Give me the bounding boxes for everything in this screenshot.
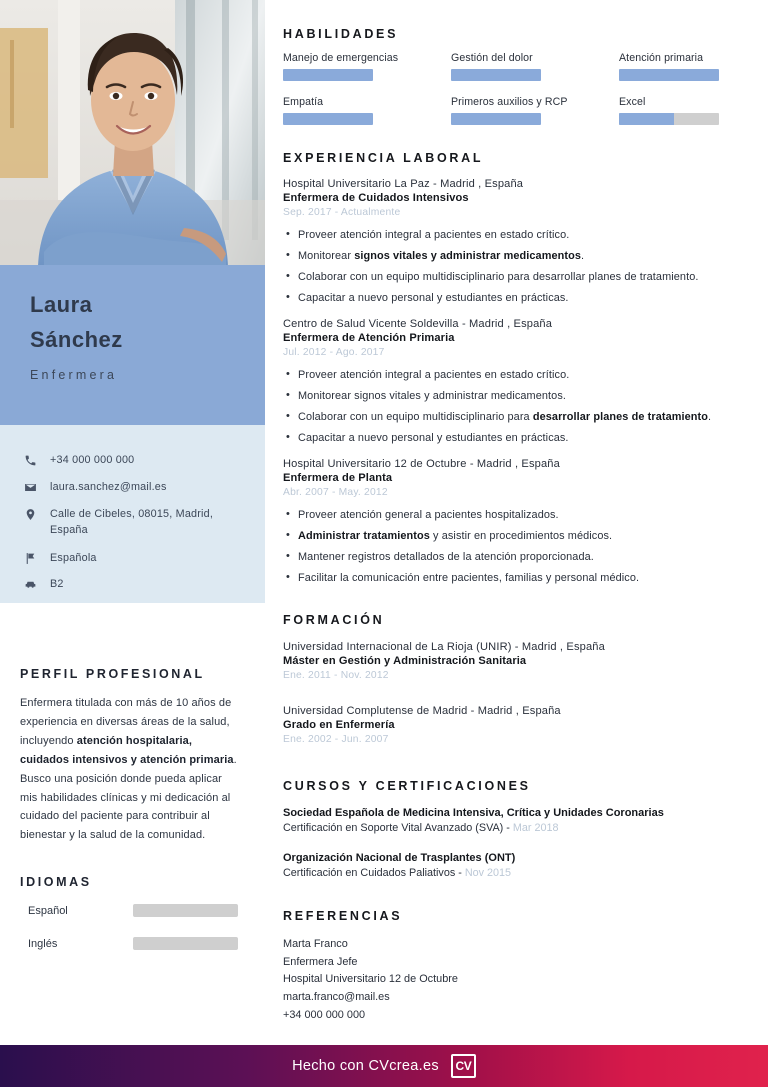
certification-organization: Sociedad Española de Medicina Intensiva, Crítica y Unidades Coronarias xyxy=(283,807,664,819)
name-card xyxy=(0,265,265,425)
entry-date: Jul. 2012 - Ago. 2017 xyxy=(283,347,385,358)
contact-item-email[interactable] xyxy=(24,480,252,496)
skill-label: Empatía xyxy=(283,96,324,108)
skill-label: Gestión del dolor xyxy=(451,52,533,64)
education-entry-1 xyxy=(283,705,753,745)
entry-date: Sep. 2017 - Actualmente xyxy=(283,207,401,218)
bullet-item xyxy=(283,267,753,288)
skill-item-3 xyxy=(283,96,438,125)
contact-license-value: B2 xyxy=(50,578,64,590)
entry-role: Enfermera de Cuidados Intensivos xyxy=(283,192,469,204)
contact-item-address[interactable] xyxy=(24,507,252,538)
experience-entry-2 xyxy=(283,458,753,589)
skill-level-track xyxy=(283,113,373,125)
bullet-text: Colaborar con un equipo multidisciplinario para desarrollar planes de tratamiento. xyxy=(298,271,699,284)
bullet-bold: Administrar tratamientos xyxy=(298,530,430,543)
certification-title: Certificación en Cuidados Paliativos - xyxy=(283,867,465,879)
job-title: Enfermera xyxy=(30,368,118,382)
skill-label: Manejo de emergencias xyxy=(283,52,399,64)
entry-date: Ene. 2002 - Jun. 2007 xyxy=(283,734,389,745)
entry-organization: Hospital Universitario 12 de Octubre - Madrid , España xyxy=(283,458,560,470)
language-level-track xyxy=(133,937,238,950)
skill-level-track xyxy=(283,69,373,81)
footer-banner xyxy=(0,1045,768,1087)
reference-phone: +34 000 000 000 xyxy=(283,1008,366,1021)
envelope-icon xyxy=(24,480,38,494)
education-entry-0 xyxy=(283,641,753,681)
bullet-post: . xyxy=(581,250,585,263)
skill-level-fill xyxy=(619,113,674,125)
bullet-item xyxy=(283,505,753,526)
bullet-item xyxy=(283,407,753,428)
experience-entry-0 xyxy=(283,178,753,309)
certifications-section-title: CURSOS Y CERTIFICACIONES xyxy=(283,779,531,793)
contact-item-nationality[interactable] xyxy=(24,551,252,567)
bullet-text: Mantener registros detallados de la atención proporcionada. xyxy=(298,551,594,564)
skill-level-track xyxy=(451,113,541,125)
main-column xyxy=(283,0,768,1045)
bullet-item xyxy=(283,365,753,386)
contact-email-value: laura.sanchez@mail.es xyxy=(50,481,167,493)
bullet-item xyxy=(283,568,753,589)
entry-role: Enfermera de Atención Primaria xyxy=(283,332,455,344)
bullet-item xyxy=(283,526,753,547)
last-name: Sánchez xyxy=(30,327,123,352)
first-name: Laura xyxy=(30,292,93,317)
certification-title: Certificación en Soporte Vital Avanzado (SVA) - xyxy=(283,822,513,834)
profile-text-part2: . Busco una posición donde pueda aplicar mis habilidades clínicas y mi dedicación al cuidado del paciente para contribuir al bienestar y la salud de la comunidad. xyxy=(20,753,237,842)
language-item-spanish xyxy=(28,904,238,917)
skill-label: Atención primaria xyxy=(619,52,704,64)
contact-item-phone[interactable] xyxy=(24,453,252,469)
certification-name xyxy=(283,867,753,879)
bullet-text: Colaborar con un equipo multidisciplinario para xyxy=(298,411,533,424)
entry-degree: Grado en Enfermería xyxy=(283,719,395,731)
bullet-item xyxy=(283,288,753,309)
phone-icon xyxy=(24,453,38,467)
skill-item-0 xyxy=(283,52,438,81)
certification-name xyxy=(283,822,753,834)
reference-email: marta.franco@mail.es xyxy=(283,990,390,1003)
sidebar xyxy=(0,0,265,1045)
bullet-bold: desarrollar planes de tratamiento xyxy=(532,411,709,424)
profile-text-bold: atención hospitalaria, cuidados intensivos y atención primaria xyxy=(20,734,234,766)
certification-entry-0 xyxy=(283,807,753,834)
contact-panel xyxy=(0,425,265,603)
bullet-item xyxy=(283,386,753,407)
profile-summary xyxy=(20,694,238,845)
skill-level-track xyxy=(619,69,719,81)
skills-section-title: HABILIDADES xyxy=(283,27,399,41)
cvcrea-logo-icon[interactable]: CV xyxy=(451,1054,476,1078)
contact-address-value: Calle de Cibeles, 08015, Madrid, España xyxy=(50,508,214,536)
bullet-item xyxy=(283,428,753,449)
contact-nationality-value: Española xyxy=(50,552,97,564)
skill-item-5 xyxy=(619,96,768,125)
bullet-bold: signos vitales y administrar medicamentos xyxy=(354,250,582,263)
entry-degree: Máster en Gestión y Administración Sanitaria xyxy=(283,655,527,667)
bullet-text: Proveer atención integral a pacientes en estado crítico. xyxy=(298,229,570,241)
certification-date: Mar 2018 xyxy=(512,822,559,834)
language-level-track xyxy=(133,904,238,917)
bullet-item xyxy=(283,547,753,568)
skill-item-4 xyxy=(451,96,606,125)
bullet-text: Monitorear xyxy=(298,250,355,263)
bullet-text: Monitorear signos vitales y administrar medicamentos. xyxy=(298,390,566,403)
entry-date: Abr. 2007 - May. 2012 xyxy=(283,487,388,498)
language-name: Inglés xyxy=(28,937,58,950)
map-pin-icon xyxy=(24,507,38,521)
bullet-item xyxy=(283,246,753,267)
language-name: Español xyxy=(28,904,68,917)
languages-section-title: IDIOMAS xyxy=(20,875,92,889)
bullet-text: Proveer atención general a pacientes hospitalizados. xyxy=(298,509,559,521)
profile-text-part1: Enfermera titulada con más de 10 años de experiencia en diversas áreas de la salud, incluyendo xyxy=(20,697,232,747)
certification-date: Nov 2015 xyxy=(464,867,512,879)
references-section-title: REFERENCIAS xyxy=(283,909,403,923)
education-section-title: FORMACIÓN xyxy=(283,613,385,627)
skill-label: Excel xyxy=(619,96,646,108)
contact-item-license[interactable] xyxy=(24,577,252,593)
entry-bullets xyxy=(283,225,753,309)
skill-level-track xyxy=(451,69,541,81)
certification-entry-1 xyxy=(283,852,753,879)
bullet-post: . xyxy=(708,411,712,424)
entry-organization: Hospital Universitario La Paz - Madrid , España xyxy=(283,178,524,190)
skill-level-fill xyxy=(451,113,541,125)
bullet-text: Capacitar a nuevo personal y estudiantes en prácticas. xyxy=(298,432,569,445)
entry-bullets xyxy=(283,365,753,449)
entry-role: Enfermera de Planta xyxy=(283,472,393,484)
reference-entry xyxy=(283,936,753,1024)
profile-photo xyxy=(0,0,265,267)
footer-text: Hecho con CVcrea.es xyxy=(292,1058,439,1074)
bullet-text: Capacitar a nuevo personal y estudiantes en prácticas. xyxy=(298,292,569,305)
skill-level-fill xyxy=(619,69,719,81)
skill-level-fill xyxy=(451,69,541,81)
entry-organization: Universidad Internacional de La Rioja (UNIR) - Madrid , España xyxy=(283,641,605,653)
reference-role: Enfermera Jefe xyxy=(283,955,358,968)
skill-level-track xyxy=(619,113,719,125)
contact-phone-value: +34 000 000 000 xyxy=(50,454,135,466)
experience-section-title: EXPERIENCIA LABORAL xyxy=(283,151,484,165)
certification-organization: Organización Nacional de Trasplantes (ONT) xyxy=(283,852,516,864)
skill-item-2 xyxy=(619,52,768,81)
entry-date: Ene. 2011 - Nov. 2012 xyxy=(283,670,389,681)
car-icon xyxy=(24,577,38,591)
bullet-post: y asistir en procedimientos médicos. xyxy=(429,530,613,543)
bullet-text: Proveer atención integral a pacientes en estado crítico. xyxy=(298,369,570,381)
entry-organization: Centro de Salud Vicente Soldevilla - Madrid , España xyxy=(283,318,553,330)
bullet-item xyxy=(283,225,753,246)
skill-item-1 xyxy=(451,52,606,81)
reference-name: Marta Franco xyxy=(283,938,348,950)
reference-org: Hospital Universitario 12 de Octubre xyxy=(283,973,458,986)
experience-entry-1 xyxy=(283,318,753,449)
language-item-english xyxy=(28,937,238,950)
entry-organization: Universidad Complutense de Madrid - Madrid , España xyxy=(283,705,561,717)
skill-level-fill xyxy=(283,69,373,81)
profile-section-title: PERFIL PROFESIONAL xyxy=(20,667,205,681)
skill-level-fill xyxy=(283,113,373,125)
flag-icon xyxy=(24,551,38,565)
bullet-text: Facilitar la comunicación entre pacientes, familias y personal médico. xyxy=(298,572,640,585)
entry-bullets xyxy=(283,505,753,589)
skill-label: Primeros auxilios y RCP xyxy=(451,96,568,108)
